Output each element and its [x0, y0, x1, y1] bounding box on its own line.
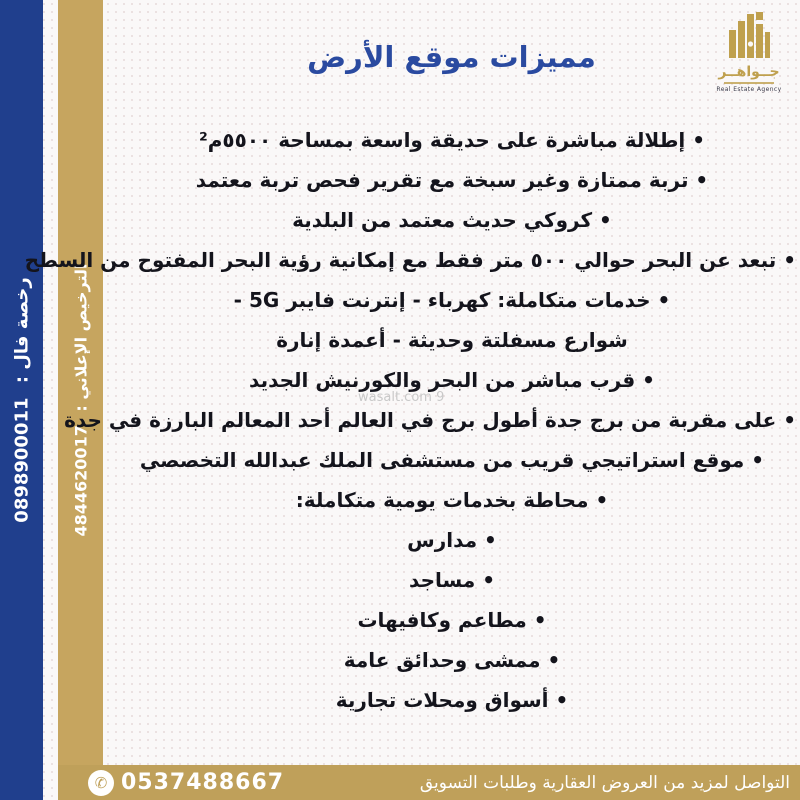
logo-name-arabic: جــواهــر — [718, 64, 780, 80]
footer-message: التواصل لمزيد من العروض العقارية وطلبات التسويق — [419, 772, 790, 793]
feature-text: شوارع مسفلتة وحديثة - أعمدة إنارة — [276, 328, 628, 352]
feature-text: أسواق ومحلات تجارية — [335, 688, 549, 712]
feature-item — [108, 689, 796, 711]
feature-text: موقع استراتيجي قريب من مستشفى الملك عبدالله التخصصي — [139, 448, 745, 472]
fal-license-label: رخصة فال : — [11, 277, 32, 384]
gold-license-strip — [58, 0, 103, 800]
ad-license-label: الترخيص الإعلاني : — [71, 263, 90, 412]
feature-text: كروكي حديث معتمد من البلدية — [292, 208, 593, 232]
phone-number: 0537488667 — [121, 770, 285, 795]
ad-license-text — [71, 264, 90, 537]
feature-item — [108, 489, 796, 511]
feature-item — [108, 369, 796, 391]
feature-item — [64, 408, 796, 432]
feature-item — [108, 569, 796, 591]
feature-text: محاطة بخدمات يومية متكاملة: — [295, 488, 589, 512]
feature-item — [108, 329, 796, 351]
logo-divider — [724, 82, 774, 84]
navy-license-strip — [0, 0, 43, 800]
footer-contact — [88, 770, 284, 796]
feature-item — [24, 248, 796, 272]
phone-icon: ✆ — [88, 770, 114, 796]
feature-item — [108, 609, 796, 631]
feature-text: خدمات متكاملة: كهرباء - إنترنت فايبر 5G - — [233, 288, 651, 312]
logo-name-english: Real Estate Agency — [716, 86, 782, 93]
footer-bar — [58, 765, 800, 800]
feature-item — [108, 449, 796, 471]
fal-license-number: 1100098980 — [11, 397, 32, 523]
feature-item — [108, 289, 796, 311]
watermark: wasalt.com 9 — [358, 390, 445, 405]
feature-text: على مقربة من برج جدة أطول برج في العالم أحد المعالم البارزة في جدة — [64, 408, 777, 432]
feature-item — [108, 169, 796, 191]
ad-license-number: 7100264484 — [71, 425, 90, 537]
feature-item — [108, 649, 796, 671]
feature-text: مطاعم وكافيهات — [357, 608, 527, 632]
feature-item — [108, 529, 796, 551]
feature-text: تبعد عن البحر حوالي ٥٠٠ متر فقط مع إمكانية رؤية البحر المفتوح من السطح — [24, 248, 777, 272]
feature-text: مساجد — [409, 568, 476, 592]
feature-text: قرب مباشر من البحر والكورنيش الجديد — [249, 368, 636, 392]
feature-text: مدارس — [407, 528, 478, 552]
fal-license-text — [11, 277, 32, 522]
feature-text: ممشى وحدائق عامة — [343, 648, 541, 672]
feature-text: إطلالة مباشرة على حديقة واسعة بمساحة ٥٥٠٠م² — [198, 128, 686, 152]
page-title: مميزات موقع الأرض — [307, 40, 596, 74]
feature-text: تربة ممتازة وغير سبخة مع تقرير فحص تربة معتمد — [195, 168, 689, 192]
feature-item — [108, 129, 796, 151]
feature-item — [108, 209, 796, 231]
